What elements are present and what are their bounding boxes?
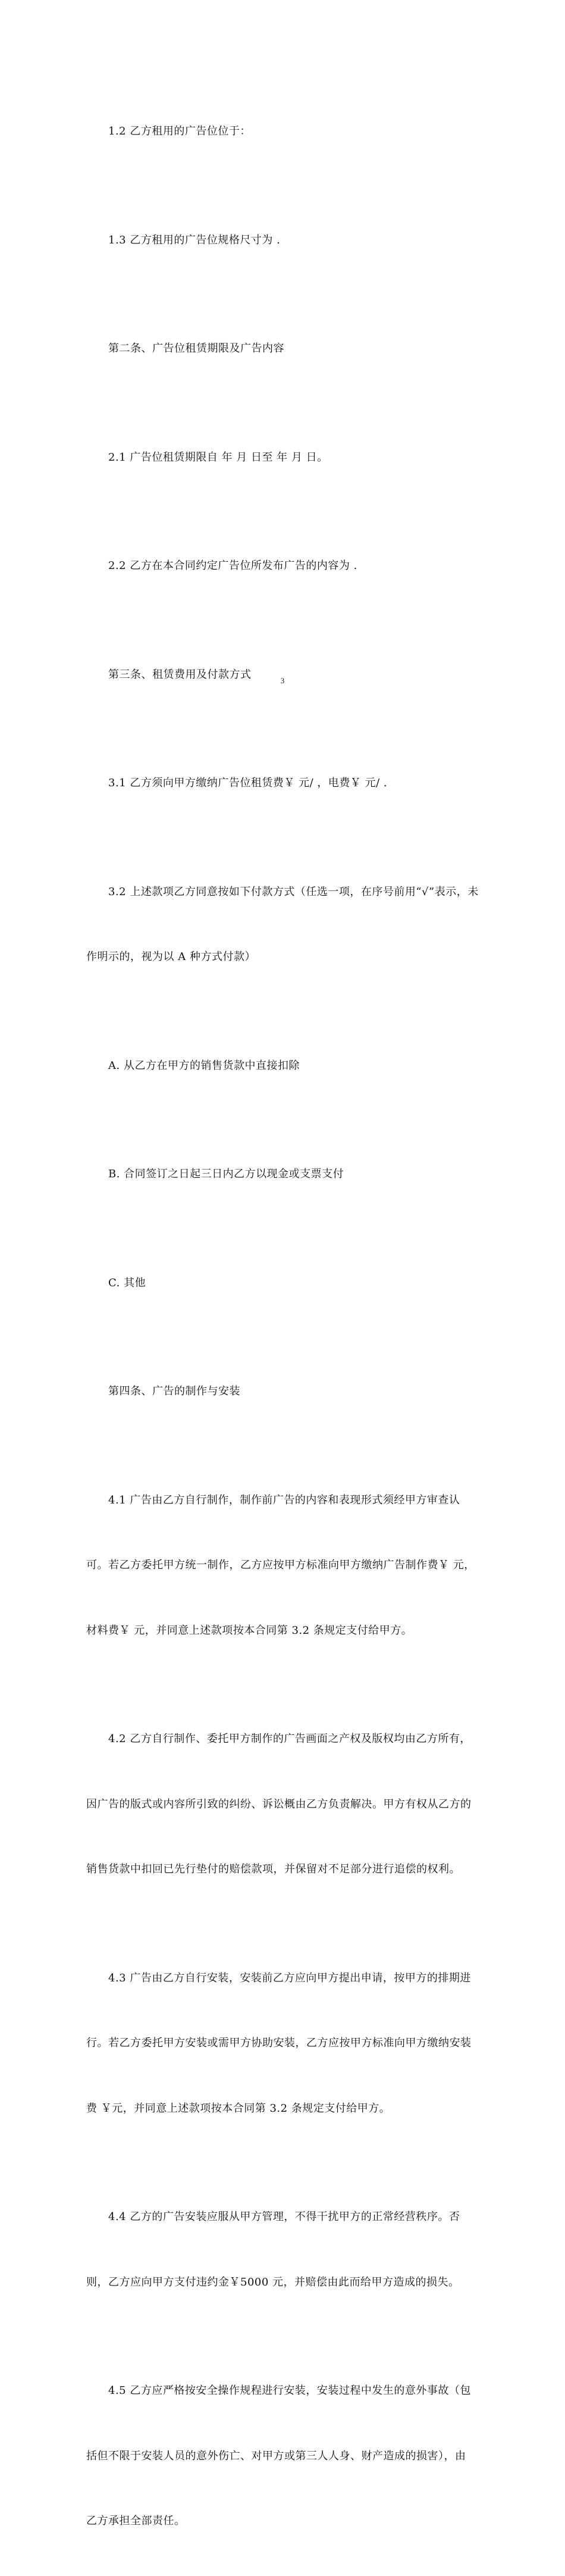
payment-option-a (86, 1012, 479, 1121)
text-line: 4.4 乙方的广告安装应服从甲方管理，不得干扰甲方的正常经营秩序。否 (108, 2211, 460, 2223)
text-line: 销售货款中扣回已先行垫付的赔偿款项，并保留对不足部分进行追偿的权利。 (86, 1863, 460, 1875)
text-line: 因广告的版式或内容所引致的纠纷、诉讼概由乙方负责解决。甲方有权从乙方的 (86, 1797, 472, 1811)
text-line: 则，乙方应向甲方支付违约金￥5000 元，并赔偿由此而给甲方造成的损失。 (86, 2275, 460, 2289)
text-line: 3.1 乙方须向甲方缴纳广告位租赁费￥ 元/ ，电费￥ 元/ . (108, 777, 388, 789)
article-4-heading (86, 1337, 479, 1446)
text-line: 行。若乙方委托甲方安装或需甲方协助安装，乙方应按甲方标准向甲方缴纳安装 (86, 2037, 472, 2049)
text-line: 2.2 乙方在本合同约定广告位所发布广告的内容为 . (108, 559, 357, 572)
text-line: 2.1 广告位租赁期限自 年 月 日至 年 月 日。 (108, 451, 328, 464)
payment-option-c (86, 1229, 479, 1338)
text-line: 4.2 乙方自行制作、委托甲方制作的广告画面之产权及版权均由乙方所有， (108, 1733, 471, 1745)
text-line: A. 从乙方在甲方的销售货款中直接扣除 (108, 1059, 300, 1072)
clause-4-2 (86, 1685, 479, 1924)
text-line: 4.5 乙方应严格按安全操作规程进行安装，安装过程中发生的意外事故（包 (108, 2384, 471, 2397)
clause-1-2 (86, 77, 479, 186)
payment-option-b (86, 1120, 479, 1229)
clause-4-3 (86, 1924, 479, 2164)
clause-4-4 (86, 2163, 479, 2337)
text-line: 乙方承担全部责任。 (86, 2515, 186, 2527)
clause-1-3 (86, 186, 479, 295)
text-line: 第四条、广告的制作与安装 (108, 1385, 240, 1398)
text-line: 作明示的，视为以 A 种方式付款） (86, 951, 256, 963)
text-line: 3.2 上述款项乙方同意按如下付款方式（任选一项，在序号前用“√”表示，未 (108, 885, 479, 898)
text-line: 1.3 乙方租用的广告位规格尺寸为 . (108, 233, 281, 246)
text-line: 可。若乙方委托甲方统一制作，乙方应按甲方标准向甲方缴纳广告制作费￥ 元， (86, 1559, 475, 1571)
clause-2-2 (86, 512, 479, 621)
document-body (86, 77, 479, 2576)
clause-2-1 (86, 404, 479, 512)
text-line: 第二条、广告位租赁期限及广告内容 (108, 342, 284, 355)
text-line: 材料费￥ 元，并同意上述款项按本合同第 3.2 条规定支付给甲方。 (86, 1624, 413, 1637)
article-3-heading (86, 621, 479, 730)
text-line: 第三条、租赁费用及付款方式 (108, 668, 252, 681)
text-line: 括但不限于安装人员的意外伤亡、对甲方或第三人人身、财产造成的损害），由 (86, 2449, 466, 2462)
clause-4-1 (86, 1446, 479, 1686)
clause-3-1 (86, 729, 479, 838)
article-2-heading (86, 295, 479, 404)
text-line: B. 合同签订之日起三日内乙方以现金或支票支付 (108, 1168, 344, 1180)
text-line: 4.1 广告由乙方自行制作，制作前广告的内容和表现形式须经甲方审查认 (108, 1493, 460, 1506)
clause-4-5 (86, 2337, 479, 2576)
page-number: 3 (280, 676, 285, 685)
clause-3-2 (86, 838, 479, 1012)
text-line: 4.3 广告由乙方自行安装，安装前乙方应向甲方提出申请，按甲方的排期进 (108, 1971, 471, 1984)
text-line: 费 ￥元，并同意上述款项按本合同第 3.2 条规定支付给甲方。 (86, 2102, 391, 2115)
text-line: 1.2 乙方租用的广告位位于： (108, 125, 251, 137)
text-line: C. 其他 (108, 1276, 146, 1289)
